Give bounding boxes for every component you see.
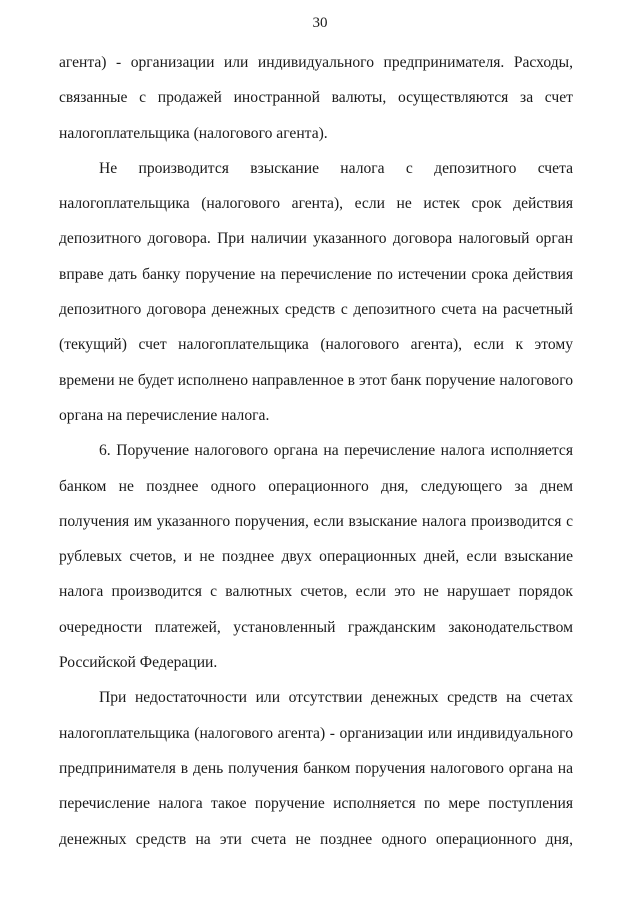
document-body bbox=[59, 52, 573, 864]
text-line: налогоплательщика (налогового агента), если не истек срок действия bbox=[59, 195, 573, 213]
text-line: вправе дать банку поручение на перечисление по истечении срока действия bbox=[59, 265, 573, 283]
text-line: агента) - организации или индивидуального предпринимателя. Расходы, bbox=[59, 54, 573, 71]
text-line: налогоплательщика (налогового агента). bbox=[59, 124, 328, 142]
text-line: банком не позднее одного операционного дня, следующего за днем bbox=[59, 477, 573, 495]
text-line: времени не будет исполнено направленное в этот банк поручение налогового bbox=[59, 371, 573, 389]
text-line: При недостаточности или отсутствии денежных средств на счетах bbox=[99, 689, 573, 707]
text-line: рублевых счетов, и не позднее двух операционных дней, если взыскание bbox=[59, 548, 573, 566]
text-line: очередности платежей, установленный гражданским законодательством bbox=[59, 618, 573, 636]
text-line: депозитного договора денежных средств с депозитного счета на расчетный bbox=[59, 301, 573, 319]
text-line: получения им указанного поручения, если взыскание налога производится с bbox=[59, 512, 573, 530]
text-line: связанные с продажей иностранной валюты, осуществляются за счет bbox=[59, 89, 573, 107]
text-line: (текущий) счет налогоплательщика (налогового агента), если к этому bbox=[59, 336, 573, 354]
text-line: депозитного договора. При наличии указанного договора налоговый орган bbox=[59, 230, 573, 248]
text-line: перечисление налога такое поручение исполняется по мере поступления bbox=[59, 795, 573, 813]
text-line: предпринимателя в день получения банком поручения налогового органа на bbox=[59, 759, 573, 777]
text-line: налога производится с валютных счетов, если это не нарушает порядок bbox=[59, 583, 573, 601]
text-line: органа на перечисление налога. bbox=[59, 406, 270, 424]
text-line: денежных средств на эти счета не позднее одного операционного дня, bbox=[59, 830, 573, 848]
text-line: Не производится взыскание налога с депозитного счета bbox=[99, 159, 573, 177]
text-line: Российской Федерации. bbox=[59, 654, 218, 672]
page-number: 30 bbox=[312, 15, 328, 31]
text-line: 6. Поручение налогового органа на перечисление налога исполняется bbox=[99, 442, 573, 460]
text-line: налогоплательщика (налогового агента) - организации или индивидуального bbox=[59, 724, 573, 742]
